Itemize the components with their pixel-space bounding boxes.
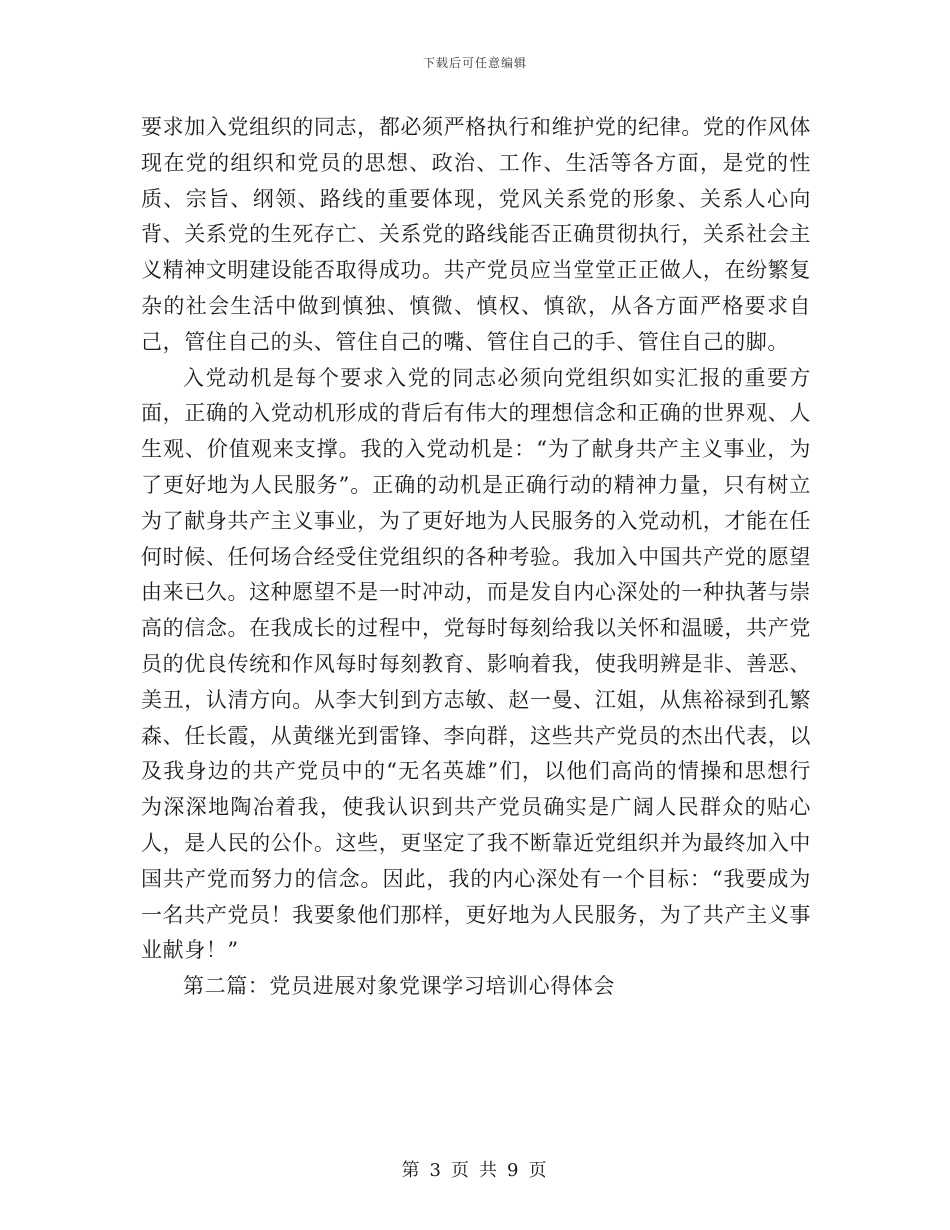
footer-label-page-unit: 页 bbox=[451, 1160, 471, 1181]
page-footer bbox=[0, 1156, 950, 1182]
footer-total-pages: 9 bbox=[507, 1160, 521, 1181]
footer-current-page: 3 bbox=[429, 1160, 443, 1181]
paragraph-motivation: 入党动机是每个要求入党的同志必须向党组织如实汇报的重要方面，正确的入党动机形成的背后有伟大的理想信念和正确的世界观、人生观、价值观来支撑。我的入党动机是：“为了献身共产主义事业，为了更好地为人民服务”。正确的动机是正确行动的精神力量，只有树立为了献身共产主义事业，为了更好地为人民服务的入党动机，才能在任何时候、任何场合经受住党组织的各种考验。我加入中国共产党的愿望由来已久。这种愿望不是一时冲动，而是发自内心深处的一种执著与崇高的信念。在我成长的过程中，党每时每刻给我以关怀和温暖，共产党员的优良传统和作风每时每刻教育、影响着我，使我明辨是非、善恶、美丑，认清方向。从李大钊到方志敏、赵一曼、江姐，从焦裕禄到孔繁森、任长霞，从黄继光到雷锋、李向群，这些共产党员的杰出代表，以及我身边的共产党员中的“无名英雄”们，以他们高尚的情操和思想行为深深地陶冶着我，使我认识到共产党员确实是广阔人民群众的贴心人，是人民的公仆。这些，更坚定了我不断靠近党组织并为最终加入中国共产党而努力的信念。因此，我的内心深处有一个目标：“我要成为一名共产党员！我要象他们那样，更好地为人民服务，为了共产主义事业献身！” bbox=[141, 365, 811, 963]
document-body bbox=[141, 110, 811, 1005]
footer-label-total-unit: 页 bbox=[528, 1160, 549, 1181]
section-heading-part-two: 第二篇：党员进展对象党课学习培训心得体会 bbox=[183, 974, 615, 999]
page-header-note: 下载后可任意编辑 bbox=[422, 56, 527, 70]
footer-label-page: 第 bbox=[401, 1160, 422, 1181]
footer-label-total: 共 bbox=[479, 1160, 499, 1181]
paragraph-discipline: 要求加入党组织的同志，都必须严格执行和维护党的纪律。党的作风体现在党的组织和党员的思想、政治、工作、生活等各方面，是党的性质、宗旨、纲领、路线的重要体现，党风关系党的形象、关系人心向背、关系党的生死存亡、关系党的路线能否正确贯彻执行，关系社会主义精神文明建设能否取得成功。共产党员应当堂堂正正做人，在纷繁复杂的社会生活中做到慎独、慎微、慎权、慎欲，从各方面严格要求自己，管住自己的头、管住自己的嘴、管住自己的手、管住自己的脚。 bbox=[141, 115, 811, 354]
